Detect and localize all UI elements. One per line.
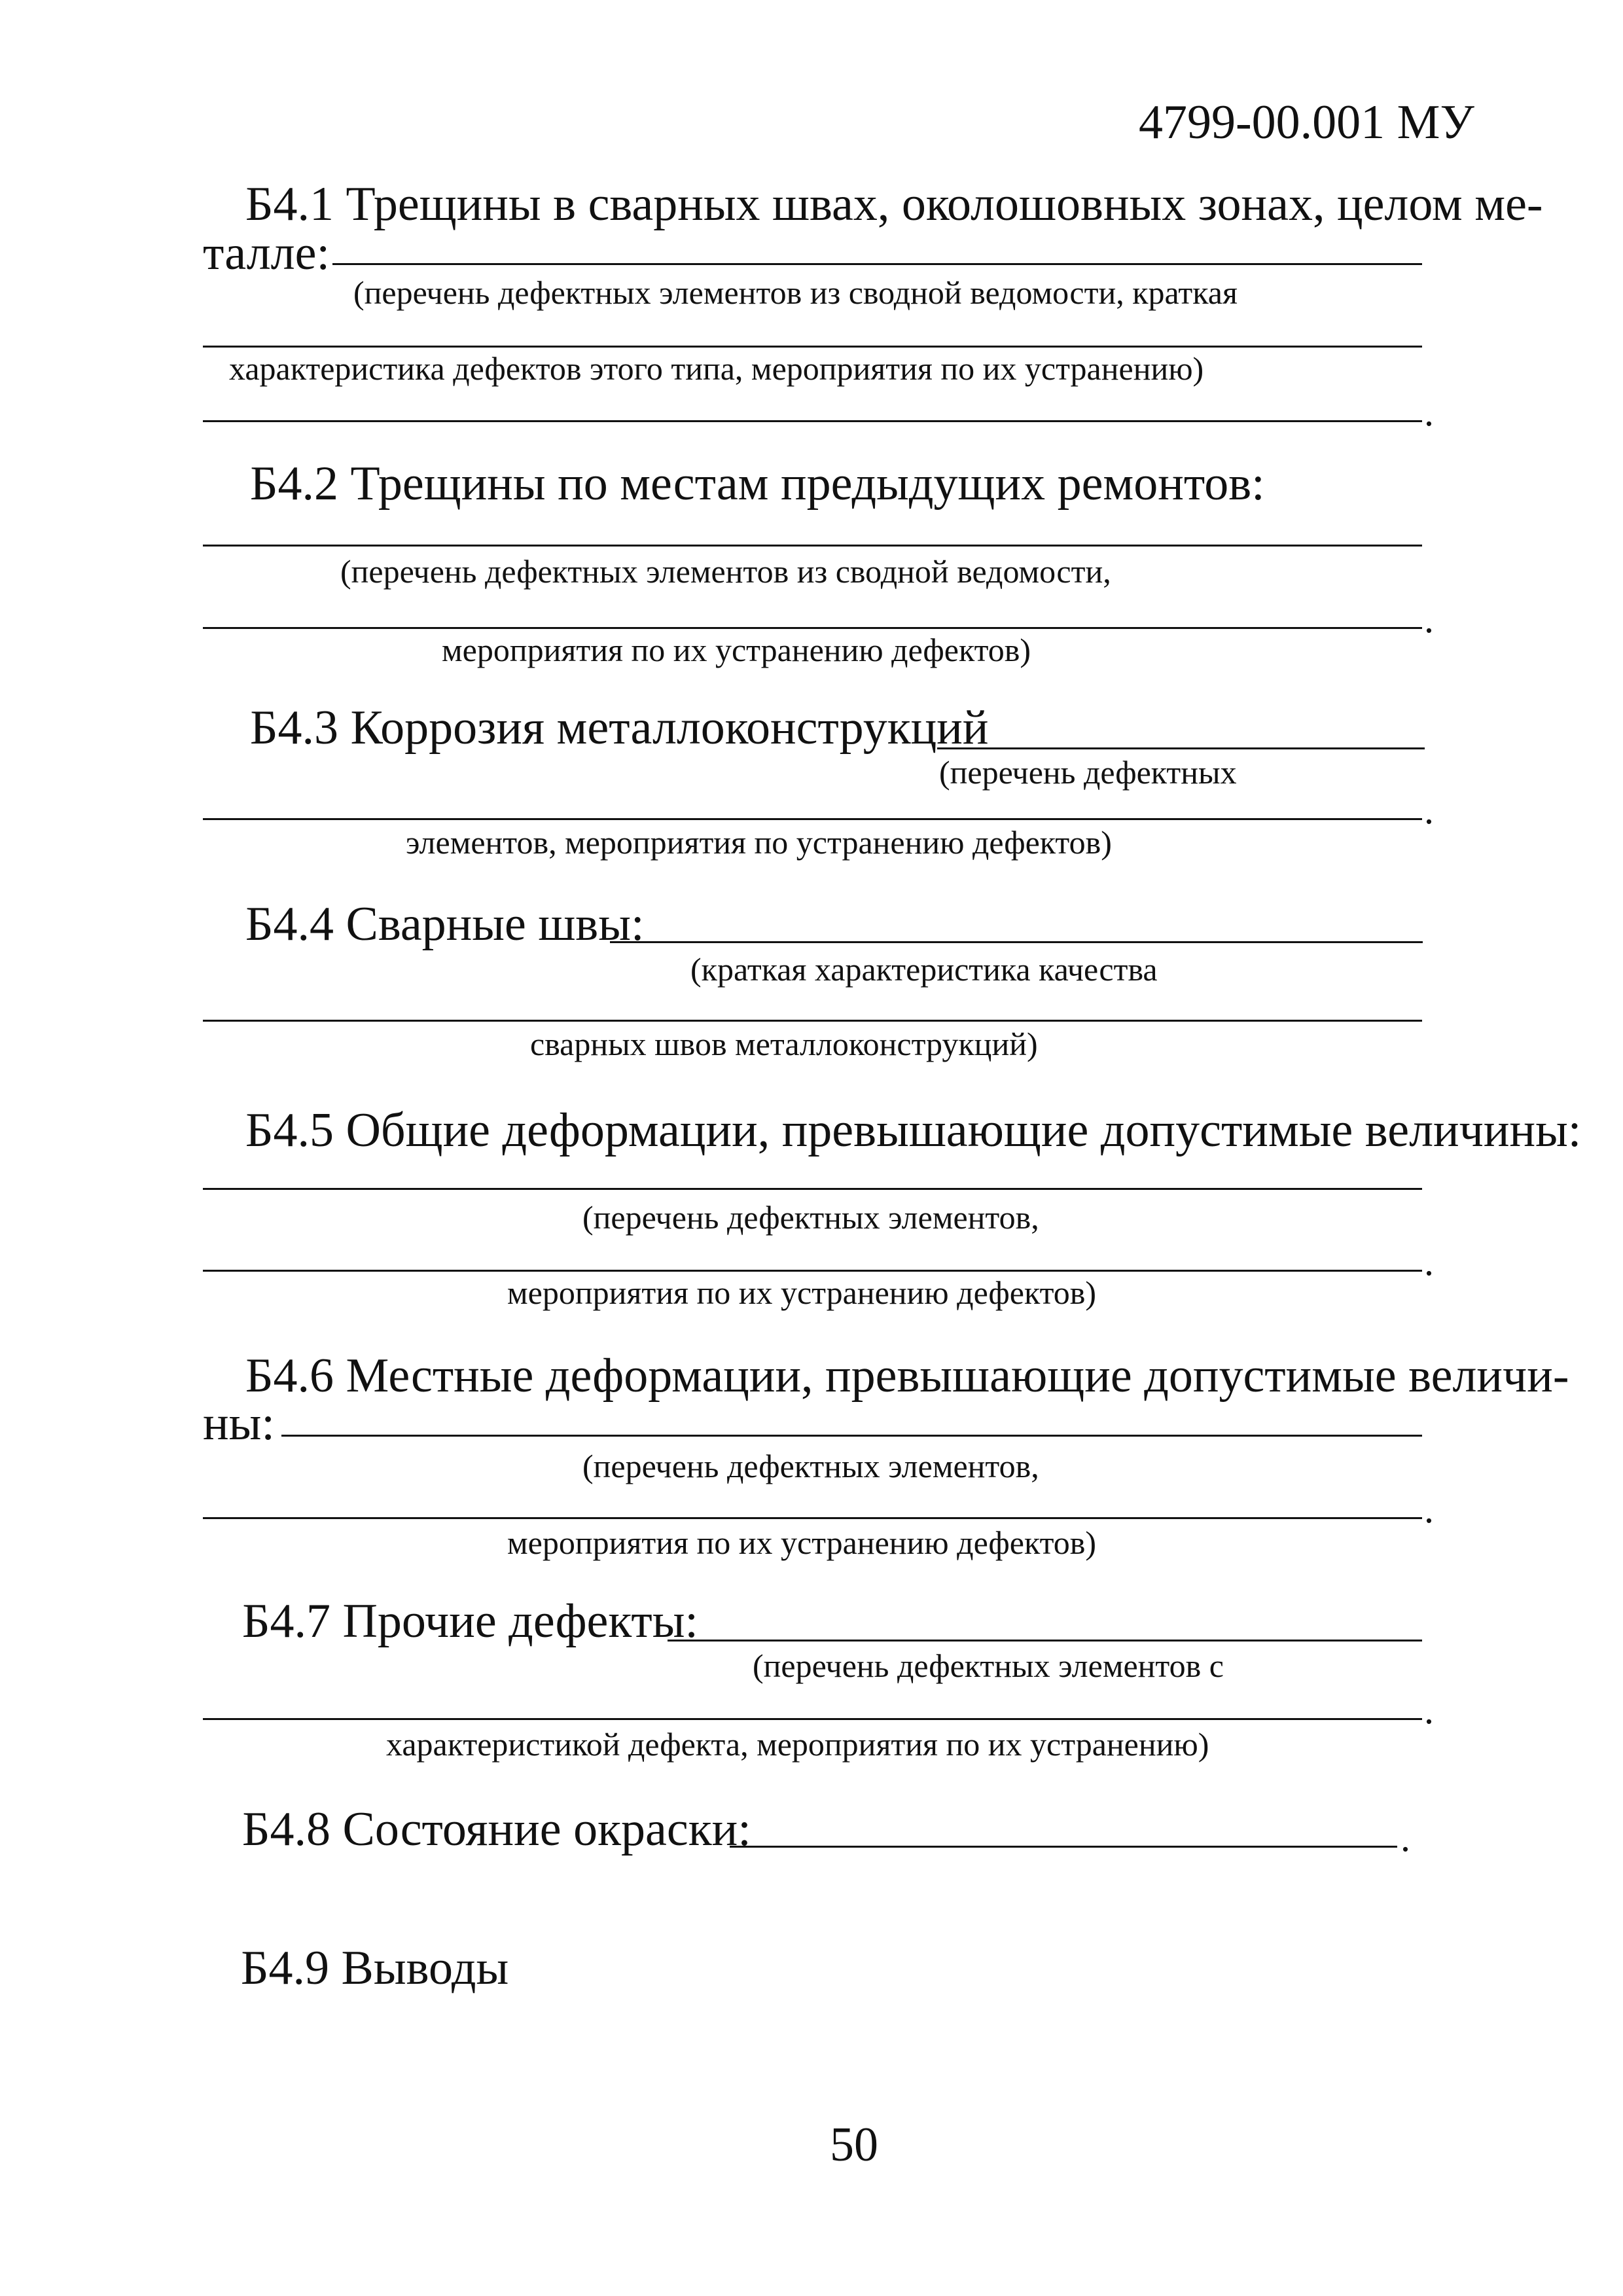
field-hint: (краткая характеристика качества (690, 951, 1158, 988)
field-hint: сварных швов металлоконструкций) (530, 1026, 1038, 1062)
field-hint: (перечень дефектных элементов из сводной ведомости, (340, 553, 1111, 590)
fill-in-line (203, 627, 1422, 629)
end-period: . (1400, 1816, 1410, 1859)
fill-in-line (203, 420, 1422, 422)
fill-in-line (610, 941, 1423, 943)
field-hint: (перечень дефектных элементов, (582, 1199, 1039, 1236)
end-period: . (1424, 1689, 1434, 1732)
fill-in-line (203, 1718, 1422, 1720)
field-hint: характеристика дефектов этого типа, мероприятия по их устранению) (229, 350, 1204, 387)
section-heading: Б4.8 Состояние окраски: (242, 1803, 751, 1856)
end-period: . (1424, 789, 1434, 832)
fill-in-line (281, 1435, 1422, 1437)
field-hint: мероприятия по их устранению дефектов) (507, 1274, 1097, 1311)
fill-in-line (203, 1020, 1422, 1022)
fill-in-line (203, 545, 1422, 547)
section-heading: Б4.2 Трещины по местам предыдущих ремонтов: (250, 457, 1265, 511)
fill-in-line (203, 1188, 1422, 1190)
field-hint: мероприятия по их устранению дефектов) (442, 632, 1031, 668)
field-hint: (перечень дефектных элементов из сводной ведомости, краткая (353, 274, 1238, 311)
doc-number: 4799-00.001 МУ (1139, 96, 1474, 149)
section-heading: Б4.6 Местные деформации, превышающие допустимые величи- (245, 1349, 1569, 1403)
fill-in-line (203, 346, 1422, 348)
end-period: . (1424, 391, 1434, 434)
section-heading-continuation: ны: (203, 1397, 275, 1450)
end-period: . (1424, 1488, 1434, 1531)
end-period: . (1424, 1240, 1434, 1283)
section-heading: Б4.4 Сварные швы: (245, 897, 645, 951)
fill-in-line (203, 1517, 1422, 1519)
field-hint: элементов, мероприятия по устранению дефектов) (406, 824, 1112, 861)
fill-in-line (203, 818, 1422, 820)
field-hint: характеристикой дефекта, мероприятия по их устранению) (386, 1726, 1209, 1763)
fill-in-line (668, 1640, 1422, 1641)
field-hint: мероприятия по их устранению дефектов) (507, 1524, 1097, 1561)
fill-in-line (937, 747, 1425, 749)
field-hint: (перечень дефектных элементов, (582, 1448, 1039, 1484)
fill-in-line (332, 263, 1422, 265)
section-heading: Б4.1 Трещины в сварных швах, околошовных зонах, целом ме- (245, 177, 1543, 231)
section-heading-continuation: талле: (203, 226, 330, 280)
section-heading: Б4.3 Коррозия металлоконструкций (250, 701, 989, 755)
fill-in-line (730, 1846, 1397, 1848)
section-heading: Б4.5 Общие деформации, превышающие допустимые величины: (245, 1103, 1582, 1157)
page-number: 50 (830, 2118, 878, 2172)
fill-in-line (203, 1270, 1422, 1272)
section-heading: Б4.7 Прочие дефекты: (242, 1594, 698, 1648)
field-hint: (перечень дефектных элементов с (753, 1647, 1224, 1684)
section-heading: Б4.9 Выводы (241, 1941, 509, 1995)
end-period: . (1424, 598, 1434, 641)
field-hint: (перечень дефектных (939, 754, 1237, 791)
